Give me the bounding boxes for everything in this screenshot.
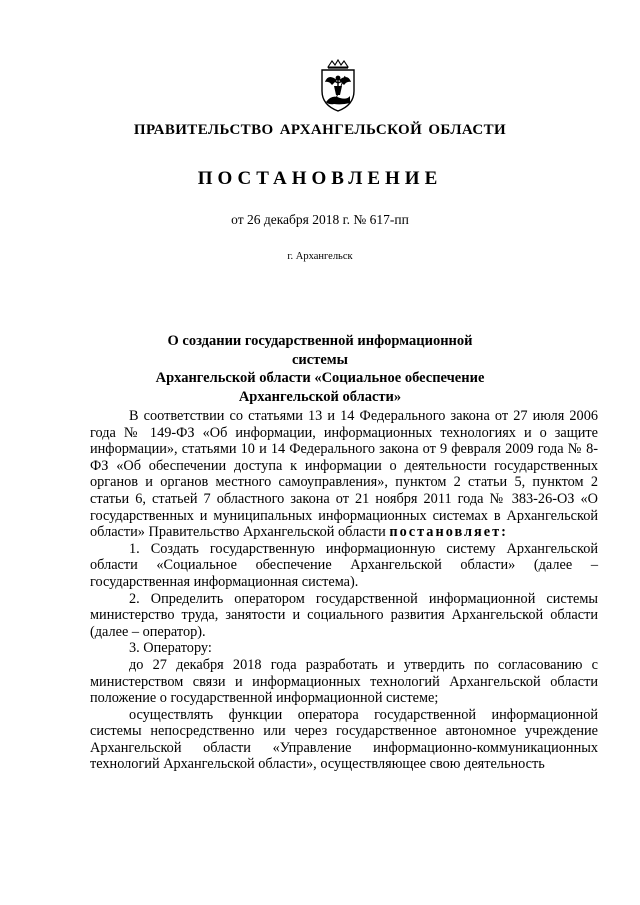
preamble-paragraph xyxy=(90,408,598,541)
decrees-colon: : xyxy=(501,524,508,541)
clause-1: 1. Создать государственную информационную систему Архангельской области «Социальное обеспечение Архангельской области» (далее – государственная информационная система). xyxy=(90,540,598,590)
title-line: Архангельской области «Социальное обеспечение xyxy=(155,370,485,386)
clause-2: 2. Определить оператором государственной информационной системы министерство труда, занятости и социального развития Архангельской области (далее – оператор). xyxy=(90,590,598,640)
document-title xyxy=(140,332,500,406)
decrees-keyword: постановляет xyxy=(389,524,502,541)
document-type: ПОСТАНОВЛЕНИЕ xyxy=(197,168,443,189)
document-body xyxy=(90,408,598,773)
document-date-number: от 26 декабря 2018 г. № 617-пп xyxy=(231,212,409,227)
organization-name: ПРАВИТЕЛЬСТВО АРХАНГЕЛЬСКОЙ ОБЛАСТИ xyxy=(133,122,507,138)
arkhangelsk-coat-of-arms-icon xyxy=(316,58,360,113)
title-line: О создании государственной информационной системы xyxy=(167,333,473,368)
clause-3: 3. Оператору: xyxy=(129,640,212,657)
clause-3-subitem: до 27 декабря 2018 года разработать и утвердить по согласованию с министерством связи и информационных технологий Архангельской области положение о государственной информационной системе; xyxy=(90,656,598,707)
preamble-text: В соответствии со статьями 13 и 14 Федерального закона от 27 июля 2006 года № 149-ФЗ «Об информации, информационных технологиях и о защите информации», статьями 10 и 14 Федерального закона от 9 февраля 2009 года № 8-ФЗ «Об обеспечении доступа к информации о деятельности государственных органов и органов местного самоуправления», пунктом 2 статьи 5, пунктом 2 статьи 6, статьей 7 областного закона от 21 ноября 2011 года № 383-26-ОЗ «О государственных и муниципальных информационных системах в Архангельской области» Правительство Архангельской области xyxy=(90,408,598,541)
clause-3-subitem: осуществлять функции оператора государственной информационной системы непосредственно или через государственное автономное учреждение Архангельской области «Управление информационно-коммуникационных технологий Архангельской области», осуществляющее свою деятельность xyxy=(90,706,598,773)
document-city: г. Архангельск xyxy=(287,251,353,262)
title-line: Архангельской области» xyxy=(238,388,402,405)
